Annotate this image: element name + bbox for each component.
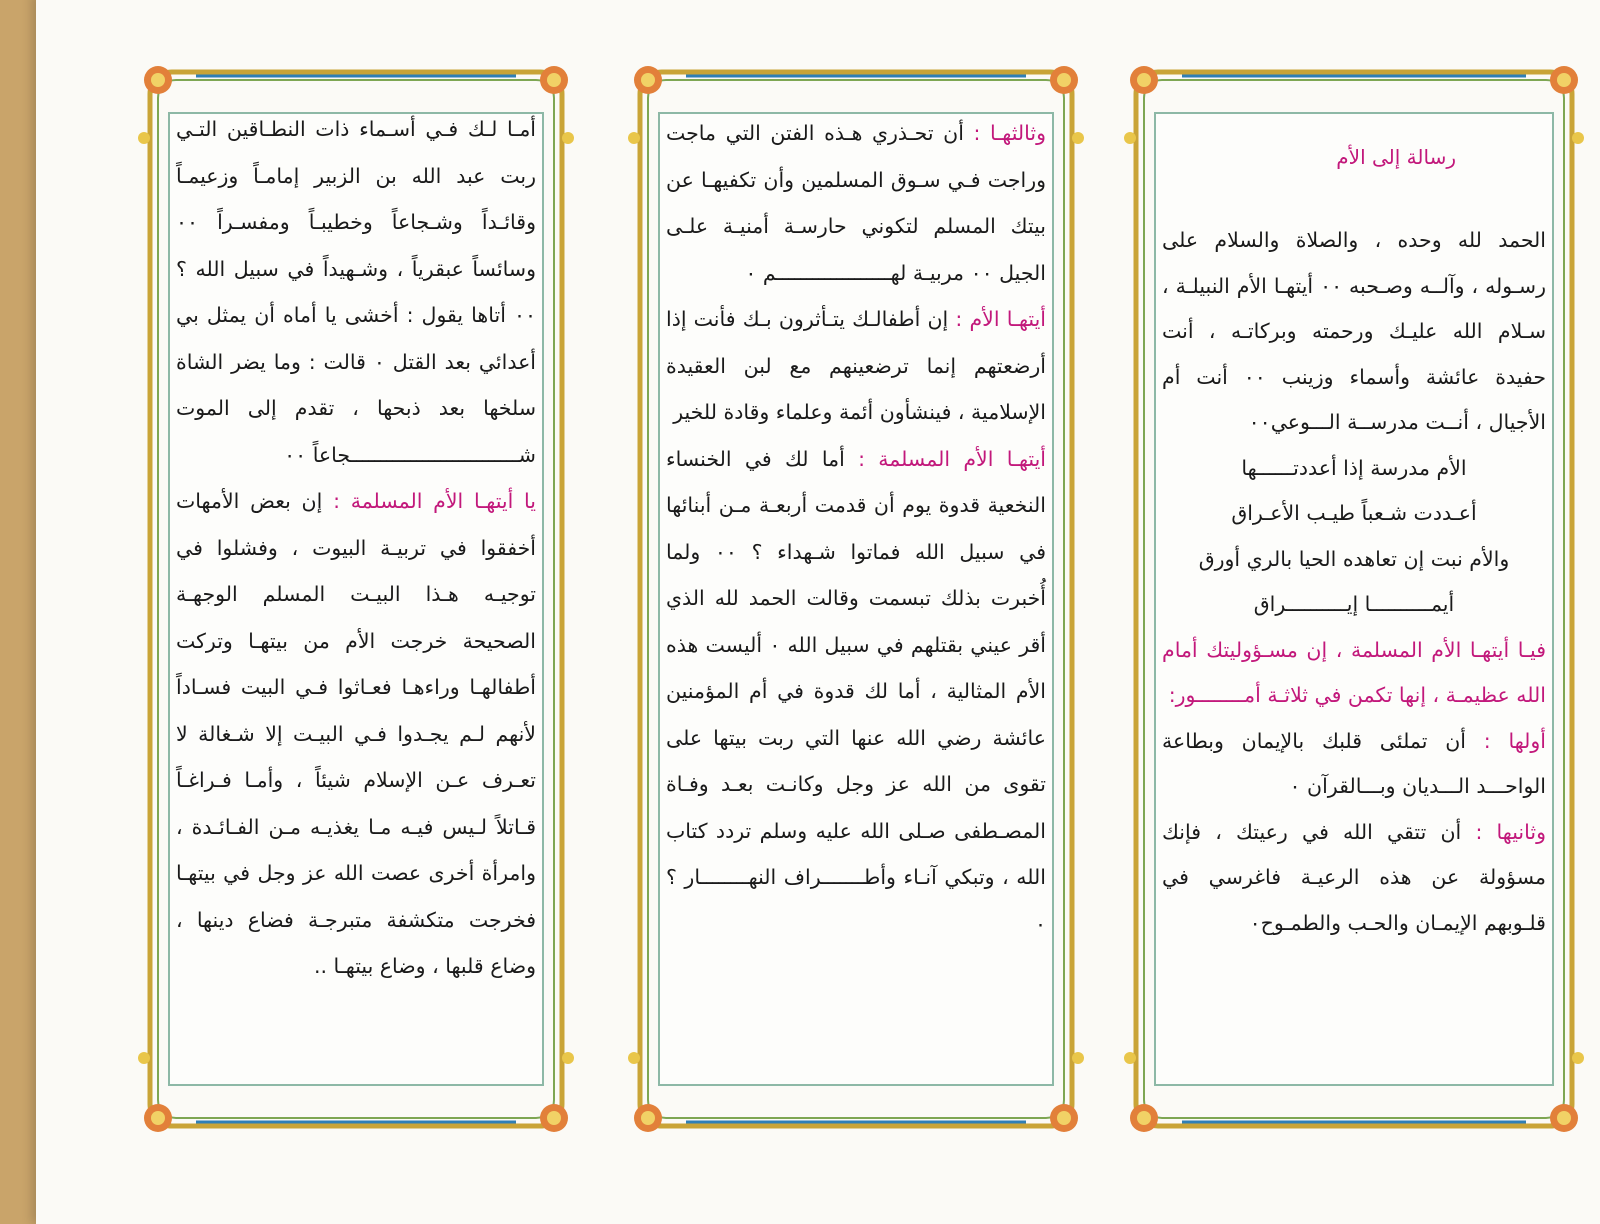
khansa-paragraph: أيتهـا الأم المسلمة : أما لك في الخنساء النخعية قدوة يوم أن قدمت أربعـة مـن أبنائها في سبيل الله فماتوا شـهداء ؟ ٠٠ ولما أُخبرت بذلك تبسمت وقالت الحمد لله الذي أقر عيني بقتلهم في سبيل الله ٠ أليست هذه الأم المثالية ، أما لك قدوة في أم المؤمنين عائشة رضي الله عنها التي ربت بيتها على تقوى من الله عز وجل وكانـت بعـد وفـاة المصـطفى صـلى الله عليه وسلم تردد كتاب الله ، وتبكي آنـاء وأطـــــــراف النهــــــــار ؟٠: [666, 446, 1047, 936]
pamphlet-title: رسالة إلى الأم: [1336, 145, 1456, 169]
left-panel: [136, 58, 576, 1140]
appeal-paragraph: يا أيتهـا الأم المسلمة : إن بعض الأمهات أخفقوا في تربيـة البيوت ، وفشلوا في توجيـه هـذا البيـت المسلم الوجهـة الصحيحة خرجت الأم من بيتهـا وتركت أطفالهـا وراءهـا فعـاثوا فـي البيت فسـاداً لأنهم لـم يجـدوا فـي البيـت إلا شـغالة لا تعـرف عـن الإسلام شيئاً ، وأمـا فـراغـاً قـاتلاً لـيس فيـه مـا يغذيـه مـن الفـائـدة ، وامرأة أخرى عصت الله عز وجل في بيتهـا فخرجت متكشفة متبرجـة فضاع دينها ، وضاع قلبها ، وضاع بيتهـا ..: [176, 489, 536, 978]
third-paragraph: وثالثهـا : أن تحـذري هـذه الفتن التي ماجت وراجت فـي سـوق المسلمين وأن تكفيهـا عن بيتك المسلم لتكوني حارسـة أمنيـة علـى الجيل ٠٠ مربيـة لهـــــــــــــــــــم ٠: [666, 121, 1046, 285]
poem-verse-4: أيمــــــــــا إيــــــــــراق: [1253, 592, 1455, 616]
poem-verse-2: أعـددت شـعباً طيـب الأعـراق: [1231, 501, 1477, 525]
right-panel: [1122, 58, 1586, 1140]
mother-paragraph: أيتهـا الأم : إن أطفالـك يتـأثرون بـك فأنت إذا أرضعتهم إنما ترضعينهم مع لبن العقيدة الإسلامية ، فينشأون أئمة وعلماء وقادة للخير: [666, 307, 1046, 424]
middle-panel: [626, 58, 1086, 1140]
intro-paragraph: الحمد لله وحده ، والصلاة والسلام على رسـوله ، وآلــه وصـحبه ٠٠ أيتهـا الأم النبيلـة ، سـلام الله عليـك ورحمته وبركاتـه ، أنت حفيدة عائشة وأسماء وزينب ٠٠ أنت أم الأجيال ، أنــت مدرســة الـــوعي٠٠: [1162, 228, 1546, 434]
left-panel-text: [176, 106, 536, 990]
asma-paragraph: أمـا لـك فـي أسـماء ذات النطـاقين التـي ربت عبد الله بن الزبير إمامـاً وزعيمـاً وقائـداً وشـجاعاً وخطيبـاً ومفسـراً ٠٠ وسائساً عبقرياً ، وشـهيداً في سبيل الله ؟ ٠٠ أتاها يقول : أخشى يا أماه أن يمثل بي أعدائي بعد القتل ٠ قالت : وما يضر الشاة سلخها بعد ذبحها ، تقدم إلى الموت شــــــــــــــــــــــــــــجاعاً ٠٠: [176, 117, 537, 467]
poem-verse-3: والأم نبت إن تعاهده الحيا بالري أورق: [1198, 546, 1510, 571]
pamphlet-sheet: [36, 0, 1600, 1224]
second-point: وثانيها : أن تتقي الله في رعيتك ، فإنك مسؤولة عن هذه الرعيـة فاغرسي في قلـوبهم الإيمـان والحـب والطمـوح٠: [1162, 819, 1546, 935]
poem-verse-1: الأم مدرسة إذا أعددتــــــها: [1241, 455, 1467, 480]
right-panel-text: [1162, 140, 1546, 946]
middle-panel-text: [666, 110, 1046, 947]
first-point: أولها : أن تملئى قلبك بالإيمان وبطاعة الواحـــد الـــديان وبـــالقرآن ٠: [1162, 728, 1546, 798]
appeal-paragraph: فيـا أيتهـا الأم المسلمة ، إن مسـؤوليتك أمام الله عظيمـة ، إنها تكمن في ثلاثـة أمــــــــور:: [1162, 637, 1546, 707]
